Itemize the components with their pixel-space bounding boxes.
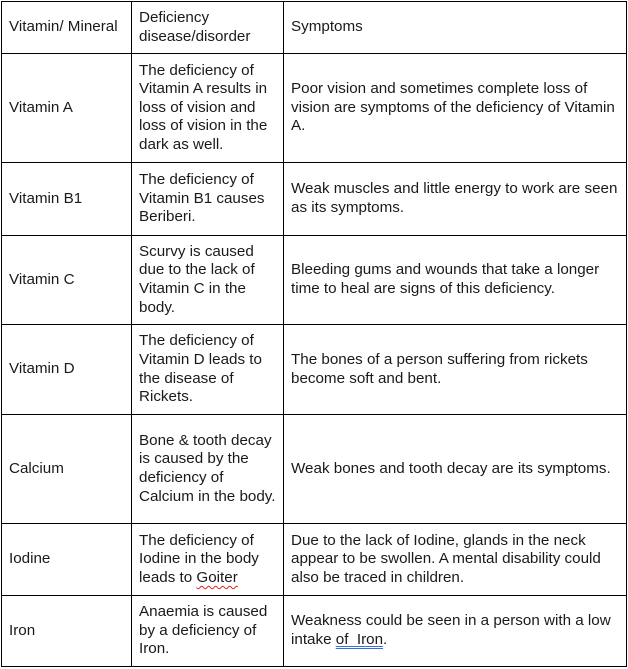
table-row	[2, 524, 627, 596]
disease-cell: Bone & tooth decay is caused by the deficiency of Calcium in the body.	[132, 415, 284, 524]
table-row	[2, 415, 627, 524]
table-row	[2, 236, 627, 325]
symptoms-text: Weakness could be seen in a person with a low intake	[291, 612, 611, 648]
symptoms-cell: Weak bones and tooth decay are its symptoms.	[284, 415, 627, 524]
disease-cell: Scurvy is caused due to the lack of Vitamin C in the body.	[132, 236, 284, 325]
spelling-flagged-word[interactable]: Goiter	[196, 568, 238, 586]
vitamin-mineral-table	[1, 1, 627, 667]
table-row	[2, 325, 627, 415]
nutrient-cell: Vitamin D	[2, 325, 132, 415]
symptoms-cell	[284, 596, 627, 667]
disease-cell: The deficiency of Vitamin A results in loss of vision and loss of vision in the dark as well.	[132, 54, 284, 163]
table-row	[2, 163, 627, 236]
nutrient-cell: Iodine	[2, 524, 132, 596]
symptoms-cell: Due to the lack of Iodine, glands in the neck appear to be swollen. A mental disability could also be traced in children.	[284, 524, 627, 596]
grammar-flagged-phrase[interactable]: of Iron	[335, 631, 384, 648]
nutrient-cell: Calcium	[2, 415, 132, 524]
symptoms-cell: The bones of a person suffering from rickets become soft and bent.	[284, 325, 627, 415]
disease-cell: The deficiency of Vitamin B1 causes Beriberi.	[132, 163, 284, 236]
nutrient-cell: Vitamin C	[2, 236, 132, 325]
header-nutrient: Vitamin/ Mineral	[2, 2, 132, 54]
symptoms-text-end: .	[383, 631, 388, 648]
disease-cell: Anaemia is caused by a deficiency of Iron.	[132, 596, 284, 667]
table-row	[2, 596, 627, 667]
nutrient-cell: Iron	[2, 596, 132, 667]
disease-text: The deficiency of Iodine in the body leads to	[139, 531, 259, 586]
table-header-row	[2, 2, 627, 54]
header-symptoms: Symptoms	[284, 2, 627, 54]
disease-cell	[132, 524, 284, 596]
disease-cell: The deficiency of Vitamin D leads to the disease of Rickets.	[132, 325, 284, 415]
symptoms-cell: Weak muscles and little energy to work are seen as its symptoms.	[284, 163, 627, 236]
nutrient-cell: Vitamin B1	[2, 163, 132, 236]
symptoms-cell: Bleeding gums and wounds that take a longer time to heal are signs of this deficiency.	[284, 236, 627, 325]
symptoms-cell: Poor vision and sometimes complete loss of vision are symptoms of the deficiency of Vitamin A.	[284, 54, 627, 163]
header-disease: Deficiency disease/disorder	[132, 2, 284, 54]
nutrient-cell: Vitamin A	[2, 54, 132, 163]
table-row	[2, 54, 627, 163]
